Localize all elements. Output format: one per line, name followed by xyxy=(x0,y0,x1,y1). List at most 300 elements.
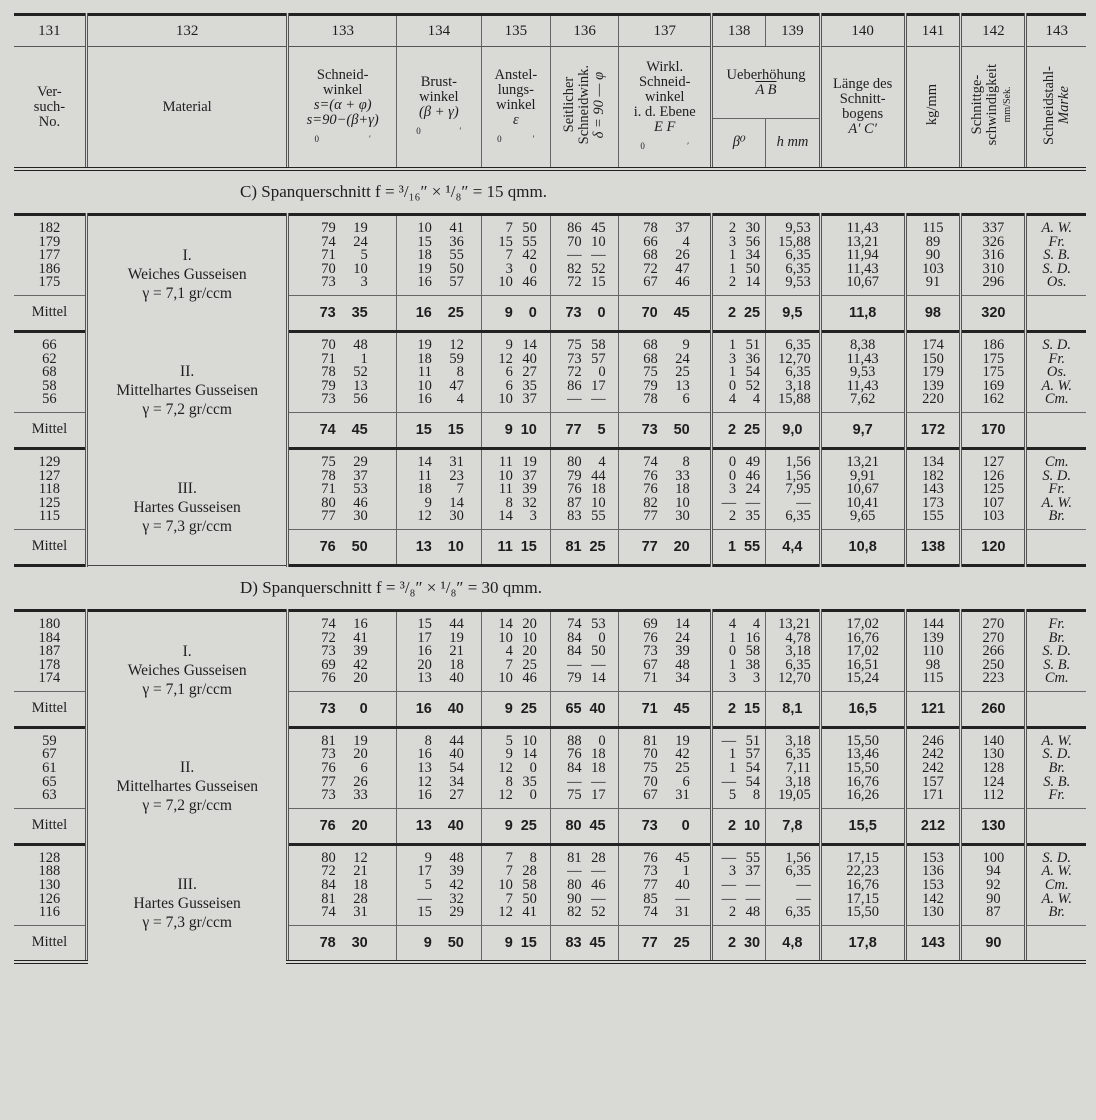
degrees: 76 xyxy=(321,670,336,687)
cutting-speed: 124 xyxy=(982,773,1005,790)
col-num: 131 xyxy=(14,15,86,47)
kg-per-mm: 130 xyxy=(922,904,944,921)
minutes: 25 xyxy=(447,304,464,321)
anstellungswinkel-cell xyxy=(481,448,550,529)
degrees: 80 xyxy=(321,494,336,511)
minutes: 12 xyxy=(449,336,464,353)
e-value xyxy=(482,773,550,790)
bg-value xyxy=(397,879,481,893)
degrees: 7 xyxy=(505,863,513,880)
degrees: 0 xyxy=(728,467,737,484)
minutes: 30 xyxy=(675,508,690,525)
degrees: 84 xyxy=(567,629,582,646)
degree-unit: 0 xyxy=(314,133,319,144)
wirkl-schneidwinkel-cell xyxy=(619,844,712,925)
minutes: 39 xyxy=(522,481,537,498)
mittel-pair xyxy=(289,305,396,321)
header-laenge xyxy=(820,47,905,170)
degrees: 12 xyxy=(417,773,432,790)
minutes: 4 xyxy=(682,233,690,250)
cutting-speed: 223 xyxy=(982,670,1005,687)
degrees: 76 xyxy=(567,746,582,763)
d-value xyxy=(551,453,618,470)
minutes: 44 xyxy=(591,467,606,484)
degrees: 10 xyxy=(498,467,513,484)
minutes: 39 xyxy=(353,643,368,660)
mittel-s xyxy=(288,412,397,448)
minutes: 35 xyxy=(522,773,537,790)
mittel-pair xyxy=(619,701,710,717)
tool-steel-mark: S. B. xyxy=(1043,656,1071,673)
minutes: 50 xyxy=(522,220,537,236)
degrees: 2 xyxy=(728,508,737,525)
minutes: 30 xyxy=(745,220,761,236)
minutes: 18 xyxy=(591,760,606,777)
degrees: 9 xyxy=(504,934,513,951)
degrees: — xyxy=(567,247,582,264)
s-value xyxy=(289,906,396,920)
tool-steel-mark: S. D. xyxy=(1042,467,1072,484)
degrees: 0 xyxy=(728,377,737,394)
minutes: 10 xyxy=(675,494,690,511)
degrees: 82 xyxy=(567,260,582,277)
unit-row xyxy=(397,124,481,139)
ef-value xyxy=(619,615,710,632)
minute-unit: ′ xyxy=(687,141,690,151)
minutes: 17 xyxy=(591,377,606,394)
d-value xyxy=(551,222,618,236)
test-number: 174 xyxy=(38,670,61,687)
mittel-pair xyxy=(619,305,710,321)
minutes: 0 xyxy=(528,304,537,321)
mittel-ef xyxy=(619,412,712,448)
degrees: 1 xyxy=(728,656,737,673)
mittel-pair xyxy=(713,305,765,321)
kg-per-mm: 144 xyxy=(922,615,944,632)
minutes: 54 xyxy=(745,773,761,790)
bg-value xyxy=(397,762,481,776)
s-value xyxy=(289,879,396,893)
mittel-d xyxy=(550,529,618,565)
mittel-d xyxy=(550,808,618,844)
col-num: 142 xyxy=(961,15,1026,47)
minutes: 28 xyxy=(353,890,368,907)
ef-value xyxy=(619,629,710,646)
minutes: 36 xyxy=(745,350,761,367)
ef-value xyxy=(619,789,710,803)
header-brustwinkel xyxy=(396,47,481,170)
degrees: 16 xyxy=(415,700,432,717)
header-text: Schneid- xyxy=(316,66,369,83)
cutting-speed: 126 xyxy=(982,467,1005,484)
minutes: — xyxy=(591,391,606,408)
header-text: kg/mm xyxy=(924,84,941,126)
degrees: 2 xyxy=(728,421,737,438)
degrees: 4 xyxy=(728,391,737,408)
vertical-header xyxy=(562,65,607,144)
tool-steel-mark: Fr. xyxy=(1048,787,1065,804)
s-value xyxy=(289,483,396,497)
mittel-pair xyxy=(482,422,550,438)
bg-value xyxy=(397,249,481,263)
mittel-e xyxy=(481,691,550,727)
s-value xyxy=(289,233,396,250)
minutes: 15 xyxy=(520,538,537,555)
degrees: 71 xyxy=(321,350,336,367)
laenge: 17,02 xyxy=(846,643,879,660)
mittel-label: Mittel xyxy=(14,925,86,962)
material-density: γ = 7,3 gr/ccm xyxy=(142,914,232,932)
test-number: 115 xyxy=(38,508,61,525)
degrees: 82 xyxy=(567,904,582,921)
minutes: 42 xyxy=(449,877,464,894)
material-name: Weiches Gusseisen xyxy=(127,661,247,679)
degrees: 83 xyxy=(565,934,582,951)
degrees: — xyxy=(567,773,582,790)
minutes: 3 xyxy=(529,508,537,525)
degrees: 67 xyxy=(643,656,658,673)
minutes: 25 xyxy=(675,364,690,381)
degrees: 3 xyxy=(728,233,737,250)
minutes: 56 xyxy=(353,391,368,408)
cutting-speed: 270 xyxy=(982,615,1005,632)
tool-steel-mark: A. W. xyxy=(1041,220,1072,236)
minutes: 24 xyxy=(675,629,690,646)
degrees: 77 xyxy=(643,877,658,894)
minutes: 57 xyxy=(745,746,761,763)
minutes: 28 xyxy=(522,863,537,880)
minutes: 37 xyxy=(745,863,761,880)
minutes: 48 xyxy=(449,849,464,866)
degrees: 12 xyxy=(498,904,513,921)
minutes: 6 xyxy=(360,760,368,777)
ef-value xyxy=(619,377,710,394)
degrees: 3 xyxy=(728,670,737,687)
ef-value xyxy=(619,645,710,659)
test-number: 129 xyxy=(38,453,61,470)
minutes: 56 xyxy=(745,233,761,250)
minutes: 41 xyxy=(449,220,464,236)
tool-steel-mark: S. B. xyxy=(1043,247,1071,264)
h-mm-cell xyxy=(765,331,820,412)
test-number: 125 xyxy=(38,494,61,511)
schneidwinkel-cell xyxy=(288,844,397,925)
cutting-speed: 94 xyxy=(986,863,1001,880)
degrees: 2 xyxy=(728,817,737,834)
degrees: 77 xyxy=(321,508,336,525)
degrees: 80 xyxy=(567,877,582,894)
wirkl-schneidwinkel-cell xyxy=(619,727,712,808)
kg-per-mm: 139 xyxy=(922,377,944,394)
degrees: — xyxy=(721,877,737,894)
degrees: 74 xyxy=(321,615,336,632)
bg-value xyxy=(397,748,481,762)
degrees: 12 xyxy=(498,350,513,367)
minutes: 5 xyxy=(597,421,606,438)
minutes: 19 xyxy=(449,629,464,646)
d-value xyxy=(551,906,618,920)
test-number: 56 xyxy=(42,391,57,408)
mittel-bg xyxy=(396,691,481,727)
degrees: 68 xyxy=(643,350,658,367)
mittel-pair xyxy=(619,818,710,834)
unit-row xyxy=(289,132,396,147)
mittel-marke-empty xyxy=(1026,412,1086,448)
ef-value xyxy=(619,483,710,497)
col-num: 138 xyxy=(712,15,766,47)
s-value xyxy=(289,336,396,353)
e-value xyxy=(482,849,550,866)
brustwinkel-cell xyxy=(396,215,481,296)
h-mm: 4,78 xyxy=(785,629,811,646)
h-mm: 7,11 xyxy=(785,760,811,777)
mittel-pair xyxy=(551,422,618,438)
s-value xyxy=(289,276,396,290)
s-value xyxy=(289,645,396,659)
minutes: 20 xyxy=(522,643,537,660)
mittel-s xyxy=(288,529,397,565)
unit-row xyxy=(482,132,550,147)
kg-per-mm: 153 xyxy=(922,877,944,894)
e-value xyxy=(482,393,550,407)
minutes: — xyxy=(745,494,761,511)
degrees: 73 xyxy=(319,304,336,321)
speed-cell xyxy=(961,844,1026,925)
minutes: 54 xyxy=(449,760,464,777)
degrees: 72 xyxy=(643,260,658,277)
minutes: 8 xyxy=(456,364,464,381)
s-value xyxy=(289,249,396,263)
degrees: 8 xyxy=(505,773,513,790)
minutes: 44 xyxy=(449,732,464,749)
col-num: 133 xyxy=(288,15,397,47)
minutes: 40 xyxy=(675,877,690,894)
test-number: 128 xyxy=(38,849,61,866)
minutes: 59 xyxy=(449,350,464,367)
s-value xyxy=(289,510,396,524)
h-mm: 12,70 xyxy=(778,350,811,367)
mittel-marke-empty xyxy=(1026,295,1086,331)
minutes: 55 xyxy=(449,247,464,264)
mittel-ef xyxy=(619,529,712,565)
header-beta: β⁰ xyxy=(713,119,766,167)
minutes: 46 xyxy=(745,467,761,484)
test-number: 59 xyxy=(42,732,57,749)
cutting-speed: 162 xyxy=(982,391,1005,408)
degrees: 86 xyxy=(567,377,582,394)
cutting-speed: 128 xyxy=(982,760,1005,777)
laenge: 16,76 xyxy=(846,877,879,894)
degrees: 71 xyxy=(321,481,336,498)
degrees: 1 xyxy=(728,364,737,381)
bg-value xyxy=(397,629,481,646)
minutes: 34 xyxy=(675,670,690,687)
minutes: 30 xyxy=(351,934,368,951)
s-value xyxy=(289,467,396,484)
anstellungswinkel-cell xyxy=(481,727,550,808)
kgmm-cell xyxy=(905,215,961,296)
h-mm-cell xyxy=(765,610,820,691)
e-value xyxy=(482,366,550,380)
col-num: 139 xyxy=(765,15,820,47)
speed-cell xyxy=(961,331,1026,412)
minutes: 18 xyxy=(449,656,464,673)
material-name: Mittelhartes Gusseisen xyxy=(116,381,258,399)
minute-unit: ′ xyxy=(368,133,371,144)
degrees: 8 xyxy=(424,732,432,749)
material-class: III. xyxy=(177,876,197,894)
h-mm: — xyxy=(796,494,811,511)
marke-cell xyxy=(1026,844,1086,925)
ef-value xyxy=(619,260,710,277)
bg-value xyxy=(397,732,481,749)
degrees: 11 xyxy=(497,538,513,555)
laenge: 11,43 xyxy=(846,350,879,367)
degrees: 10 xyxy=(498,274,513,291)
cutting-speed: 103 xyxy=(982,508,1005,525)
minutes: 46 xyxy=(675,274,690,291)
degrees: 3 xyxy=(728,863,737,880)
minutes: 0 xyxy=(681,817,690,834)
degrees: 71 xyxy=(321,247,336,264)
degrees: 13 xyxy=(415,817,432,834)
laenge: 22,23 xyxy=(846,863,879,880)
mittel-label: Mittel xyxy=(14,529,86,565)
tool-steel-mark: Br. xyxy=(1048,508,1065,525)
header-text: Länge des xyxy=(833,76,893,92)
header-formula: E F xyxy=(654,119,676,135)
kg-per-mm: 139 xyxy=(922,629,944,646)
kgmm-cell xyxy=(905,727,961,808)
degrees: 82 xyxy=(643,494,658,511)
test-number: 61 xyxy=(42,760,57,777)
header-versuch xyxy=(14,47,86,170)
ef-value xyxy=(619,748,710,762)
minutes: 50 xyxy=(449,260,464,277)
bg-value xyxy=(397,366,481,380)
degrees: 83 xyxy=(567,508,582,525)
mittel-kgmm: 98 xyxy=(905,295,961,331)
wirkl-schneidwinkel-cell xyxy=(619,331,712,412)
e-value xyxy=(482,890,550,907)
cutting-speed: 127 xyxy=(982,453,1005,470)
degrees: 1 xyxy=(728,629,737,646)
e-value xyxy=(482,865,550,879)
anstellungswinkel-cell xyxy=(481,215,550,296)
tool-steel-mark: Cm. xyxy=(1044,453,1069,470)
d-value xyxy=(551,233,618,250)
minutes: 15 xyxy=(447,421,464,438)
degrees: 79 xyxy=(321,220,336,236)
ef-value xyxy=(619,350,710,367)
seitlicher-cell xyxy=(550,727,618,808)
ef-value xyxy=(619,906,710,920)
degrees: 16 xyxy=(417,391,432,408)
section-title-row xyxy=(14,169,1086,215)
d-value xyxy=(551,762,618,776)
degrees: 14 xyxy=(417,453,432,470)
h-mm: 6,35 xyxy=(785,260,811,277)
header-text: Ueberhöhung xyxy=(726,66,806,83)
anstellungswinkel-cell xyxy=(481,844,550,925)
mittel-pair xyxy=(482,539,550,555)
mittel-speed: 120 xyxy=(961,529,1026,565)
mittel-pair xyxy=(713,701,765,717)
e-value xyxy=(482,879,550,893)
mittel-pair xyxy=(289,818,396,834)
mittel-d xyxy=(550,412,618,448)
vertical-header xyxy=(1042,66,1072,145)
bg-value xyxy=(397,453,481,470)
section-title-cell xyxy=(14,565,1086,610)
s-value xyxy=(289,494,396,511)
degrees: 19 xyxy=(417,260,432,277)
header-text: Ver- xyxy=(37,83,62,100)
minutes: 18 xyxy=(591,746,606,763)
degrees: 77 xyxy=(643,508,658,525)
cutting-speed: 326 xyxy=(982,233,1005,250)
ef-value xyxy=(619,393,710,407)
degrees: 81 xyxy=(321,890,336,907)
ef-value xyxy=(619,732,710,749)
degrees: 88 xyxy=(567,732,582,749)
tool-steel-mark: Cm. xyxy=(1044,391,1069,408)
mittel-pair xyxy=(713,422,765,438)
cutting-speed: 175 xyxy=(982,350,1005,367)
col-num: 134 xyxy=(396,15,481,47)
minutes: 14 xyxy=(591,670,606,687)
degrees: 72 xyxy=(567,364,582,381)
minutes: 50 xyxy=(591,643,606,660)
minutes: 45 xyxy=(589,817,606,834)
degrees: 13 xyxy=(417,760,432,777)
cutting-speed: 337 xyxy=(982,220,1005,236)
degrees: 2 xyxy=(728,304,737,321)
test-number: 182 xyxy=(38,220,61,236)
kg-per-mm: 182 xyxy=(922,467,944,484)
test-number-cell xyxy=(14,610,86,691)
tool-steel-mark: Os. xyxy=(1046,364,1067,381)
d-value xyxy=(551,656,618,673)
degrees: 81 xyxy=(567,849,582,866)
header-text: No. xyxy=(38,113,61,130)
material-class: II. xyxy=(180,758,195,776)
minutes: 40 xyxy=(449,670,464,687)
degrees: 76 xyxy=(321,760,336,777)
cutting-speed: 175 xyxy=(982,364,1005,381)
degree-unit: 0 xyxy=(416,126,421,136)
degrees: 69 xyxy=(321,656,336,673)
mittel-pair xyxy=(397,701,481,717)
minutes: 14 xyxy=(522,336,537,353)
minutes: 27 xyxy=(449,787,464,804)
minutes: 4 xyxy=(752,391,761,408)
minutes: 51 xyxy=(745,732,761,749)
col-num: 136 xyxy=(550,15,618,47)
minute-unit: ′ xyxy=(459,126,462,136)
ef-value xyxy=(619,890,710,907)
degrees: 87 xyxy=(567,494,582,511)
minutes: 45 xyxy=(591,220,606,236)
minutes: — xyxy=(591,247,606,264)
minutes: 54 xyxy=(745,760,761,777)
minutes: 50 xyxy=(745,260,761,277)
minutes: 32 xyxy=(449,890,464,907)
degrees: 86 xyxy=(567,220,582,236)
degrees: 10 xyxy=(498,391,513,408)
material-class: I. xyxy=(182,246,192,264)
degrees: 7 xyxy=(505,656,513,673)
